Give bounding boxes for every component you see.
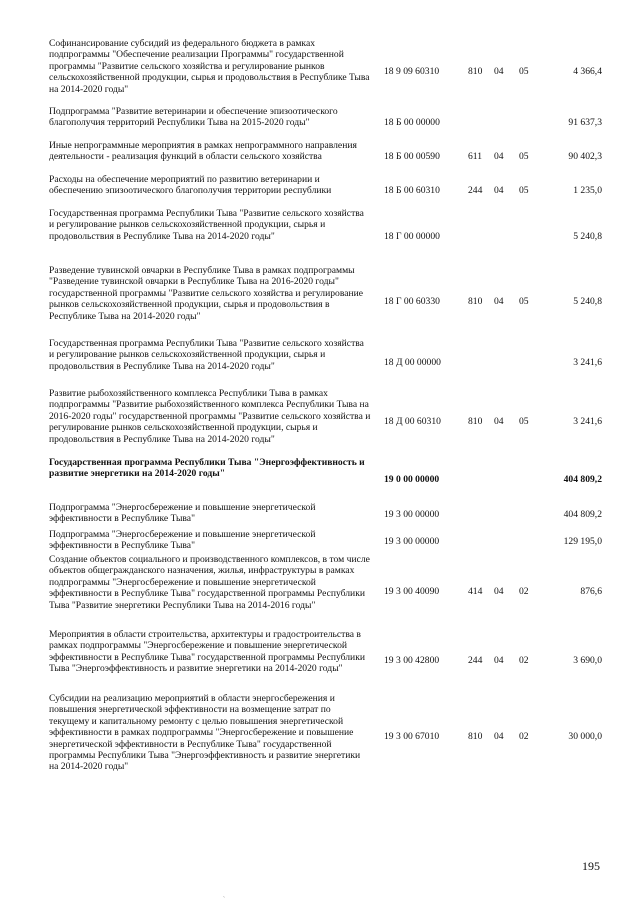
row-code: 19 0 00 00000	[384, 473, 440, 485]
row-amount: 90 402,3	[568, 151, 602, 162]
page-number: 195	[582, 859, 600, 873]
scan-mark: `	[223, 897, 225, 903]
table-row	[0, 693, 640, 781]
row-amount: 4 366,4	[573, 66, 602, 77]
row-description: Создание объектов социального и производственного комплексов, в том числе объектов общегражданского назначения, жилья, инфраструктуры в рамках подпрограммы "Энергосбережение и повышение энергетической эффективности в Республике Тыва" государственной программы Республики Тыва "Развитие энергетики Республики Тыва на 2014-2016 годы"	[49, 554, 370, 611]
row-expense-type: 244	[468, 655, 483, 666]
row-description: Мероприятия в области строительства, архитектуры и градостроительства в рамках подпрограммы "Энергосбережение и повышение энергетической эффективности в Республике Тыва" государственной программы Республики Тыва "Энергоэффективность и развитие энергетики на 2014-2020 годы"	[49, 629, 365, 675]
row-expense-type: 810	[468, 66, 483, 77]
row-code: 18 Б 00 00590	[384, 151, 440, 162]
row-description: Расходы на обеспечение мероприятий по развитию ветеринарии и обеспечению эпизоотического благополучия территории республики	[49, 174, 332, 197]
row-description: Разведение тувинской овчарки в Республике Тыва в рамках подпрограммы "Разведение тувинской овчарки в Республике Тыва на 2016-2020 годы" государственной программы "Развитие сельского хозяйства и регулирование рынков сельскохозяйственной продукции, сырья и продовольствия в Республике Тыва на 2014-2020 годы"	[49, 265, 364, 322]
row-section: 04	[494, 655, 504, 666]
row-section: 04	[494, 185, 504, 196]
row-section: 04	[494, 585, 504, 597]
row-code: 18 Г 00 60330	[384, 295, 440, 307]
row-amount: 1 235,0	[573, 185, 602, 196]
row-expense-type: 810	[468, 295, 483, 307]
row-section: 04	[494, 151, 504, 162]
table-row	[0, 529, 640, 554]
row-subsection: 05	[519, 66, 529, 77]
row-subsection: 02	[519, 731, 529, 742]
row-code: 18 Б 00 00000	[384, 117, 440, 128]
row-subsection: 02	[519, 585, 529, 597]
row-subsection: 02	[519, 655, 529, 666]
row-code: 19 3 00 00000	[384, 535, 440, 547]
row-code: 18 Г 00 00000	[384, 230, 440, 242]
row-amount: 5 240,8	[573, 295, 602, 307]
row-code: 19 3 00 00000	[384, 508, 440, 520]
row-amount: 3 690,0	[573, 655, 602, 666]
table-row	[0, 174, 640, 208]
row-expense-type: 810	[468, 731, 483, 742]
row-expense-type: 810	[468, 415, 483, 427]
row-description: Подпрограмма "Энергосбережение и повышение энергетической эффективности в Республике Тыва"	[49, 502, 316, 525]
row-section: 04	[494, 731, 504, 742]
row-subsection: 05	[519, 415, 529, 427]
row-description: Развитие рыбохозяйственного комплекса Республики Тыва в рамках подпрограммы "Развитие рыбохозяйственного комплекса Республики Тыва на 2016-2020 годы" государственной программы "Развитие сельского хозяйства и регулирование рынков сельскохозяйственной продукции, сырья и продовольствия в Республике Тыва на 2014-2020 годы"	[49, 388, 371, 445]
row-description: Подпрограмма "Энергосбережение и повышение энергетической эффективности в Республике Тыва"	[49, 529, 316, 552]
row-description: Софинансирование субсидий из федерального бюджета в рамках подпрограммы "Обеспечение реализации Программы" государственной программы "Развитие сельского хозяйства и регулирование рынков сельскохозяйственной продукции, сырья и продовольствия в Республике Тыва на 2014-2020 годы"	[49, 38, 370, 95]
row-amount: 3 241,6	[573, 415, 602, 427]
table-row	[0, 208, 640, 265]
row-description: Государственная программа Республики Тыва "Развитие сельского хозяйства и регулирование рынков сельскохозяйственной продукции, сырья и продовольствия в Республике Тыва на 2014-2020 годы"	[49, 338, 364, 372]
table-row	[0, 38, 640, 106]
row-amount: 404 809,2	[563, 508, 602, 520]
table-row	[0, 502, 640, 527]
table-row	[0, 629, 640, 693]
row-description: Подпрограмма "Развитие ветеринарии и обеспечение эпизоотического благополучия территорий Республики Тыва на 2015-2020 годы"	[49, 106, 338, 129]
row-code: 19 3 00 40090	[384, 585, 440, 597]
table-row	[0, 265, 640, 338]
row-subsection: 05	[519, 295, 529, 307]
row-subsection: 05	[519, 185, 529, 196]
row-code: 18 Д 00 60310	[384, 415, 441, 427]
row-expense-type: 244	[468, 185, 483, 196]
row-amount: 30 000,0	[568, 731, 602, 742]
row-subsection: 05	[519, 151, 529, 162]
table-row	[0, 140, 640, 174]
table-row	[0, 388, 640, 455]
row-section: 04	[494, 66, 504, 77]
row-expense-type: 414	[468, 585, 483, 597]
row-amount: 91 637,3	[568, 117, 602, 128]
row-expense-type: 611	[468, 151, 483, 162]
table-row	[0, 106, 640, 140]
row-description: Государственная программа Республики Тыва "Развитие сельского хозяйства и регулирование рынков сельскохозяйственной продукции, сырья и продовольствия в Республике Тыва на 2014-2020 годы"	[49, 208, 364, 242]
row-code: 19 3 00 67010	[384, 731, 440, 742]
row-code: 18 Д 00 00000	[384, 357, 441, 368]
row-section: 04	[494, 415, 504, 427]
row-amount: 876,6	[580, 585, 602, 597]
row-amount: 129 195,0	[563, 535, 602, 547]
table-row	[0, 554, 640, 629]
table-row	[0, 457, 640, 502]
row-section: 04	[494, 295, 504, 307]
row-code: 19 3 00 42800	[384, 655, 440, 666]
row-amount: 3 241,6	[573, 357, 602, 368]
table-row	[0, 338, 640, 388]
row-description: Иные непрограммные мероприятия в рамках непрограммного направления деятельности - реализация функций в области сельского хозяйства	[49, 140, 357, 163]
row-amount: 5 240,8	[573, 230, 602, 242]
row-code: 18 Б 00 60310	[384, 185, 440, 196]
row-description: Субсидии на реализацию мероприятий в области энергосбережения и повышения энергетической эффективности на возмещение затрат по текущему и капитальному ремонту с целью повышения энергетической эффективности в рамках подпрограммы "Энергосбережение и повышение энергетической эффективности в Республике Тыва" государственной программы Республики Тыва "Энергоэффективность и развитие энергетики на 2014-2020 годы"	[49, 693, 361, 773]
row-description: Государственная программа Республики Тыва "Энергоэффективность и развитие энергетики на 2014-2020 годы"	[49, 457, 365, 480]
row-amount: 404 809,2	[563, 473, 602, 485]
row-code: 18 9 09 60310	[384, 66, 440, 77]
